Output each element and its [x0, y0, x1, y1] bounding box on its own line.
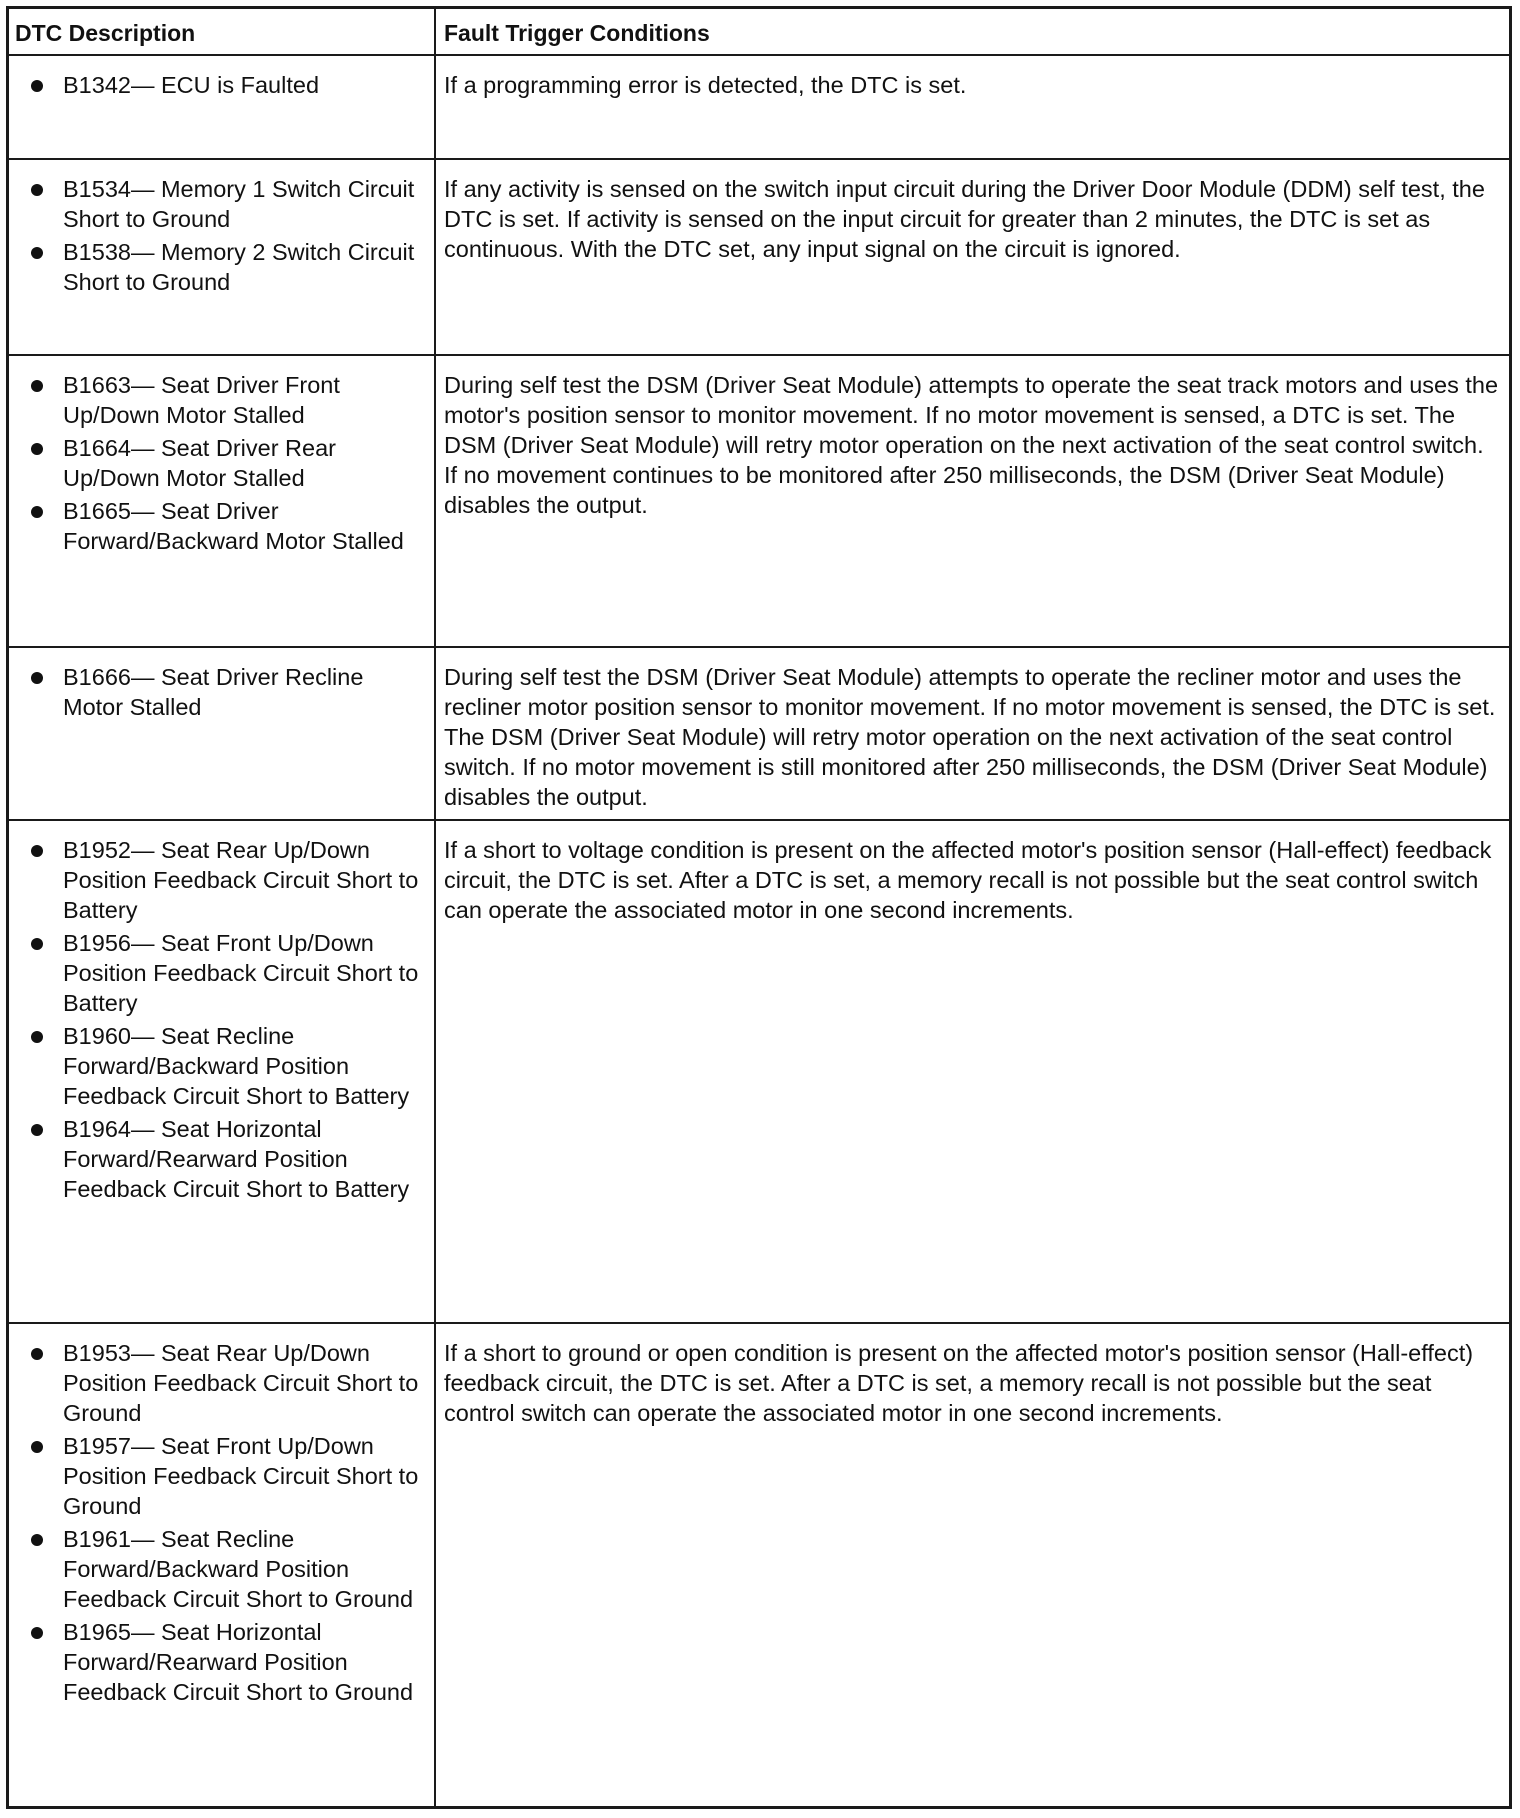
dtc-cell [9, 356, 434, 646]
dtc-list [29, 662, 424, 722]
dtc-text: B1952— Seat Rear Up/Down Position Feedback Circuit Short to Battery [63, 837, 419, 923]
condition-cell: During self test the DSM (Driver Seat Module) attempts to operate the seat track motors and uses the motor's position sensor to monitor movement. If no motor movement is sensed, a DTC is set. The DSM (Driver Seat Module) will retry motor operation on the next activation of the seat control switch. If no movement continues to be monitored after 250 milliseconds, the DSM (Driver Seat Module) disables the output. [444, 372, 1499, 518]
dtc-cell [9, 1324, 434, 1806]
bullet-icon [31, 1348, 43, 1360]
dtc-text: B1957— Seat Front Up/Down Position Feedback Circuit Short to Ground [63, 1433, 419, 1519]
bullet-icon [31, 1534, 43, 1546]
dtc-item [29, 928, 424, 1018]
bullet-icon [31, 506, 43, 518]
table-row [9, 356, 1509, 648]
dtc-text: B1961— Seat Recline Forward/Backward Position Feedback Circuit Short to Ground [63, 1526, 414, 1612]
header-dtc-description: DTC Description [15, 20, 196, 46]
table-row [9, 648, 1509, 821]
bullet-icon [31, 845, 43, 857]
dtc-item [29, 1021, 424, 1111]
dtc-item [29, 70, 424, 100]
dtc-item [29, 1114, 424, 1204]
dtc-cell [9, 56, 434, 158]
dtc-cell [9, 160, 434, 354]
dtc-text: B1663— Seat Driver Front Up/Down Motor Stalled [63, 372, 340, 428]
dtc-item [29, 174, 424, 234]
header-fault-trigger-conditions: Fault Trigger Conditions [444, 20, 710, 46]
bullet-icon [31, 672, 43, 684]
dtc-list [29, 370, 424, 556]
bullet-icon [31, 80, 43, 92]
dtc-text: B1960— Seat Recline Forward/Backward Position Feedback Circuit Short to Battery [63, 1023, 410, 1109]
dtc-item [29, 835, 424, 925]
condition-cell: If a short to voltage condition is present on the affected motor's position sensor (Hall-effect) feedback circuit, the DTC is set. After a DTC is set, a memory recall is not possible but the seat control switch can operate the associated motor in one second increments. [444, 837, 1492, 923]
dtc-item [29, 370, 424, 430]
dtc-text: B1964— Seat Horizontal Forward/Rearward Position Feedback Circuit Short to Battery [63, 1116, 410, 1202]
table-header-row [9, 9, 1509, 56]
dtc-text: B1342— ECU is Faulted [63, 72, 320, 98]
bullet-icon [31, 1124, 43, 1136]
bullet-icon [31, 443, 43, 455]
dtc-table [6, 6, 1512, 1809]
dtc-text: B1534— Memory 1 Switch Circuit Short to Ground [63, 176, 415, 232]
table-row [9, 160, 1509, 356]
dtc-text: B1956— Seat Front Up/Down Position Feedback Circuit Short to Battery [63, 930, 419, 1016]
dtc-item [29, 1338, 424, 1428]
bullet-icon [31, 1627, 43, 1639]
bullet-icon [31, 938, 43, 950]
table-row [9, 1324, 1509, 1806]
dtc-item [29, 662, 424, 722]
condition-cell: If a programming error is detected, the DTC is set. [444, 72, 967, 98]
dtc-text: B1664— Seat Driver Rear Up/Down Motor Stalled [63, 435, 336, 491]
bullet-icon [31, 247, 43, 259]
bullet-icon [31, 380, 43, 392]
dtc-cell [9, 821, 434, 1322]
dtc-text: B1538— Memory 2 Switch Circuit Short to Ground [63, 239, 415, 295]
bullet-icon [31, 184, 43, 196]
dtc-item [29, 237, 424, 297]
dtc-list [29, 835, 424, 1204]
dtc-item [29, 1431, 424, 1521]
dtc-item [29, 1524, 424, 1614]
dtc-text: B1965— Seat Horizontal Forward/Rearward Position Feedback Circuit Short to Ground [63, 1619, 414, 1705]
dtc-item [29, 1617, 424, 1707]
table-row [9, 56, 1509, 160]
dtc-cell [9, 648, 434, 819]
condition-cell: If a short to ground or open condition is present on the affected motor's position sensor (Hall-effect) feedback circuit, the DTC is set. After a DTC is set, a memory recall is not possible but the seat control switch can operate the associated motor in one second increments. [444, 1340, 1474, 1426]
condition-cell: During self test the DSM (Driver Seat Module) attempts to operate the recliner motor and uses the recliner motor position sensor to monitor movement. If no motor movement is sensed, the DTC is set. The DSM (Driver Seat Module) will retry motor operation on the next activation of the seat control switch. If no motor movement is still monitored after 250 milliseconds, the DSM (Driver Seat Module) disables the output. [444, 664, 1496, 810]
dtc-item [29, 496, 424, 556]
dtc-text: B1953— Seat Rear Up/Down Position Feedback Circuit Short to Ground [63, 1340, 419, 1426]
table-row [9, 821, 1509, 1324]
dtc-item [29, 433, 424, 493]
bullet-icon [31, 1441, 43, 1453]
dtc-text: B1666— Seat Driver Recline Motor Stalled [63, 664, 364, 720]
dtc-list [29, 70, 424, 100]
dtc-list [29, 174, 424, 297]
dtc-text: B1665— Seat Driver Forward/Backward Motor Stalled [63, 498, 404, 554]
bullet-icon [31, 1031, 43, 1043]
dtc-list [29, 1338, 424, 1707]
condition-cell: If any activity is sensed on the switch input circuit during the Driver Door Module (DDM) self test, the DTC is set. If activity is sensed on the input circuit for greater than 2 minutes, the DTC is set as continuous. With the DTC set, any input signal on the circuit is ignored. [444, 176, 1485, 262]
